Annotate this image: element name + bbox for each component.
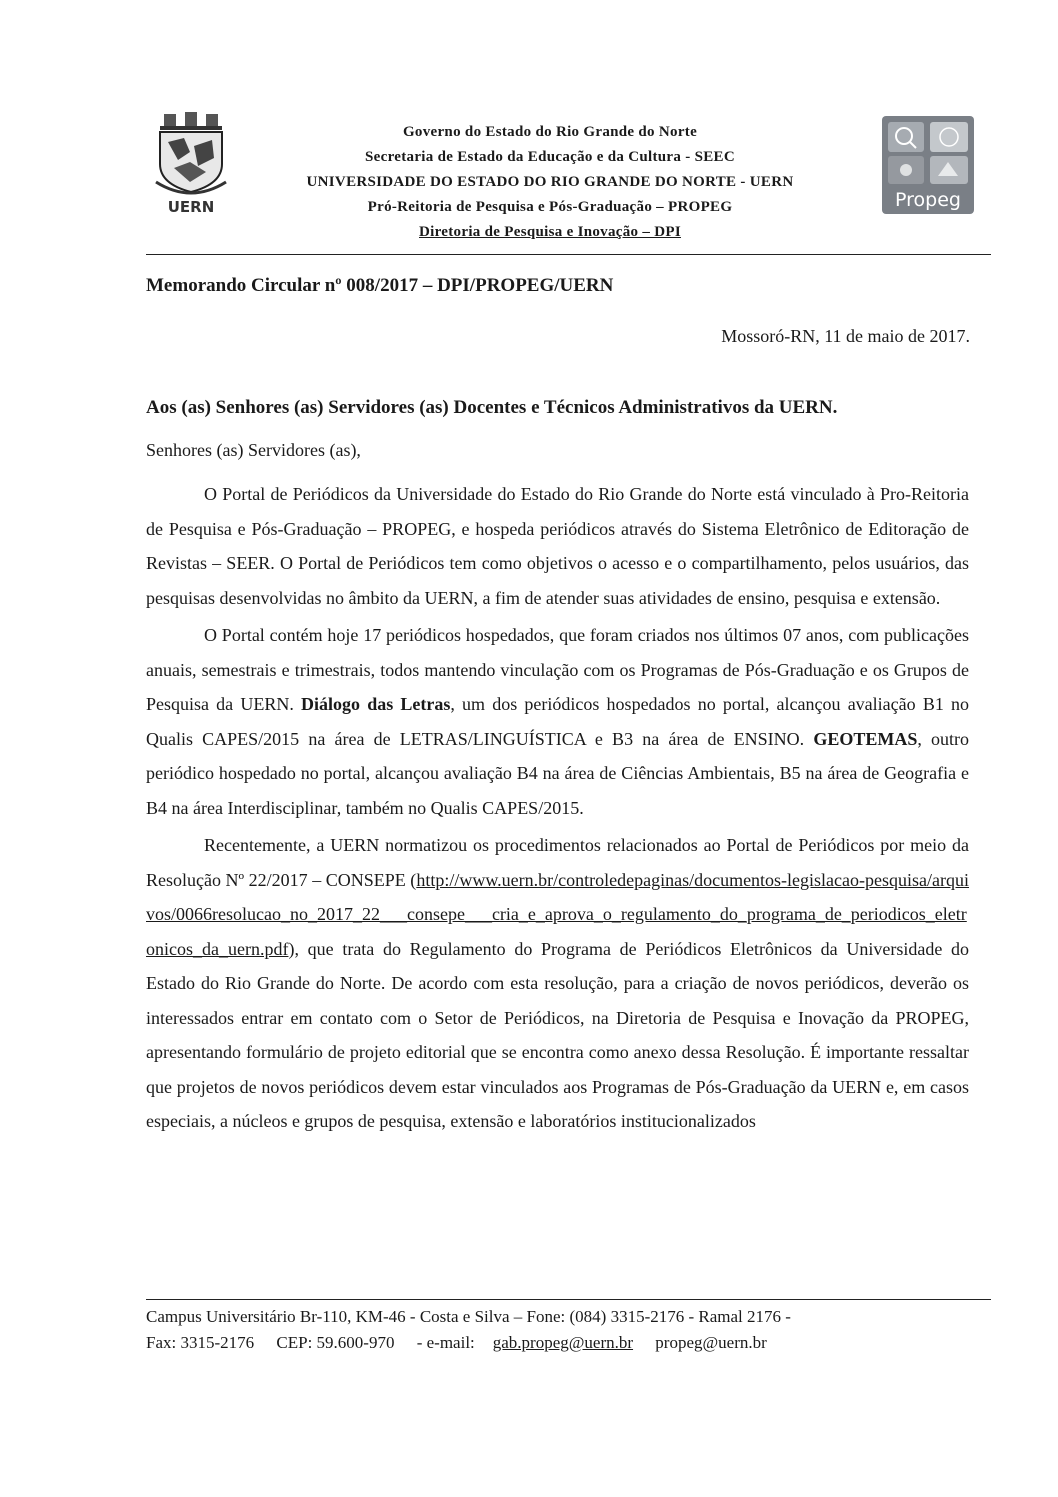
journal-name-geotemas: GEOTEMAS bbox=[813, 728, 918, 749]
resolution-link[interactable]: http://www.uern.br/controledepaginas/documentos-legislacao-pesquisa/arquivos/0066resolucao_no_2017_22___consepe___cria_e_aprova_o_regulamento_do_programa_de_periodicos_eletronicos_da_uern.pdf bbox=[146, 869, 969, 959]
propeg-logo-icon bbox=[882, 116, 974, 214]
footer-cep: CEP: 59.600-970 bbox=[276, 1333, 395, 1352]
uern-crest-icon bbox=[150, 112, 232, 216]
svg-text:Propeg: Propeg bbox=[895, 189, 961, 211]
footer-address: Campus Universitário Br-110, KM-46 - Costa e Silva – Fone: (084) 3315-2176 - Ramal 2176 - bbox=[146, 1307, 791, 1326]
footer bbox=[146, 1304, 986, 1356]
footer-divider bbox=[146, 1299, 991, 1300]
memo-title: Memorando Circular nº 008/2017 – DPI/PROPEG/UERN bbox=[146, 275, 614, 296]
footer-contacts bbox=[146, 1330, 986, 1356]
paragraph-resolution: Recentemente, a UERN normatizou os procedimentos relacionados ao Portal de Periódicos por meio da Resolução Nº 22/2017 – CONSEPE (http://www.uern.br/controledepaginas/documentos-legislacao-pesquisa/arquivos/0066resolucao_no_2017_22___consepe___cria_e_aprova_o_regulamento_do_programa_de_periodicos_eletronicos_da_uern.pdf), que trata do Regulamento do Programa de Periódicos Eletrônicos da Universidade do Estado do Rio Grande do Norte. De acordo com esta resolução, para a criação de novos periódicos, deverão os interessados entrar em contato com o Setor de Periódicos, na Diretoria de Pesquisa e Inovação da PROPEG, apresentando formulário de projeto editorial que se encontra como anexo dessa Resolução. É importante ressaltar que projetos de novos periódicos devem estar vinculados aos Programas de Pós-Graduação da UERN e, em casos especiais, a núcleos e grupos de pesquisa, extensão e laboratórios institucionalizados bbox=[146, 835, 969, 1131]
propeg-logo bbox=[882, 116, 974, 214]
addressee-line: Aos (as) Senhores (as) Servidores (as) Docentes e Técnicos Administrativos da UERN. bbox=[146, 397, 838, 418]
journal-name-dialogo: Diálogo das Letras bbox=[301, 694, 451, 714]
memo-body bbox=[146, 477, 969, 1139]
header-line-secretariat: Secretaria de Estado da Educação e da Cultura - SEEC bbox=[365, 149, 735, 165]
footer-email-gab[interactable]: gab.propeg@uern.br bbox=[492, 1333, 634, 1352]
memo-date: Mossoró-RN, 11 de maio de 2017. bbox=[721, 326, 970, 346]
header-line-university: UNIVERSIDADE DO ESTADO DO RIO GRANDE DO NORTE - UERN bbox=[306, 174, 794, 190]
uern-logo bbox=[150, 112, 232, 216]
header-line-government: Governo do Estado do Rio Grande do Norte bbox=[402, 124, 698, 140]
header-divider bbox=[146, 254, 991, 255]
svg-text:UERN: UERN bbox=[167, 198, 215, 216]
salutation: Senhores (as) Servidores (as), bbox=[146, 440, 361, 460]
paragraph-portal-intro: O Portal de Periódicos da Universidade do Estado do Rio Grande do Norte está vinculado à Pro-Reitoria de Pesquisa e Pós-Graduação – PROPEG, e hospeda periódicos através do Sistema Eletrônico de Editoração de Revistas – SEER. O Portal de Periódicos tem como objetivos o acesso e o compartilhamento, pelos usuários, das pesquisas desenvolvidas no âmbito da UERN, a fim de atender suas atividades de ensino, pesquisa e extensão. bbox=[146, 484, 969, 608]
header-line-propeg: Pró-Reitoria de Pesquisa e Pós-Graduação – PROPEG bbox=[367, 199, 733, 215]
header-line-dpi: Diretoria de Pesquisa e Inovação – DPI bbox=[419, 224, 681, 240]
footer-email-label: - e-mail: bbox=[416, 1333, 475, 1352]
paragraph-portal-journals: O Portal contém hoje 17 periódicos hospedados, que foram criados nos últimos 07 anos, com publicações anuais, semestrais e trimestrais, todos mantendo vinculação com os Programas de Pós-Graduação e os Grupos de Pesquisa da UERN. Diálogo das Letras, um dos periódicos hospedados no portal, alcançou avaliação B1 no Qualis CAPES/2015 na área de LETRAS/LINGUÍSTICA e B3 na área de ENSINO. GEOTEMAS, outro periódico hospedado no portal, alcançou avaliação B4 na área de Ciências Ambientais, B5 na área de Geografia e B4 na área Interdisciplinar, também no Qualis CAPES/2015. bbox=[146, 625, 969, 818]
letterhead bbox=[250, 120, 850, 245]
footer-email-propeg[interactable]: propeg@uern.br bbox=[655, 1333, 767, 1352]
footer-fax: Fax: 3315-2176 bbox=[146, 1333, 255, 1352]
